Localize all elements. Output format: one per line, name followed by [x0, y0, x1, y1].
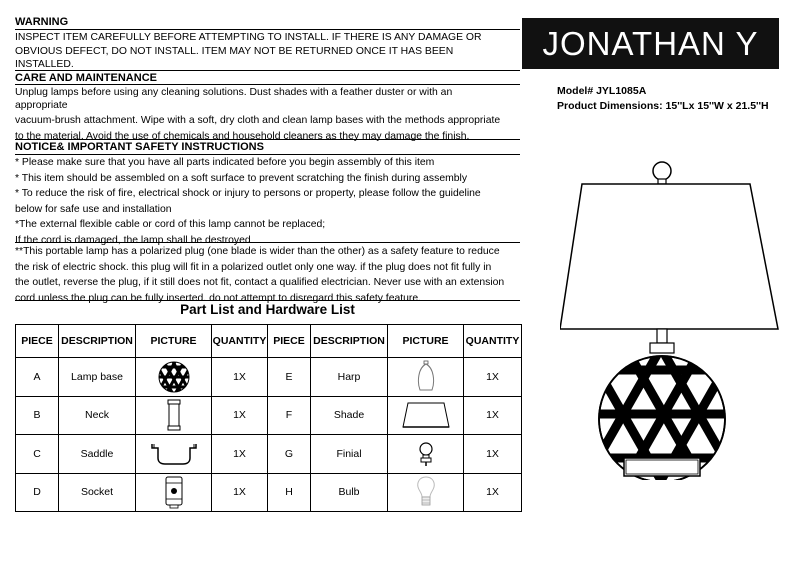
picture-cell	[136, 396, 212, 434]
text-line: OBVIOUS DEFECT, DO NOT INSTALL. ITEM MAY NOT BE RETURNED ONCE IT HAS BEEN	[15, 45, 454, 57]
text-line: **This portable lamp has a polarized plug (one blade is wider than the other) as a safety feature to reduce	[15, 246, 500, 257]
divider	[15, 70, 520, 71]
piece-cell: D	[16, 473, 59, 511]
text-line: INSTALLED.	[15, 59, 74, 70]
text-line: below for safe use and installation	[15, 203, 172, 215]
care-heading: CARE AND MAINTENANCE	[15, 72, 157, 84]
table-row	[16, 396, 522, 434]
shade-icon	[401, 400, 451, 430]
parts-title: Part List and Hardware List	[180, 302, 355, 317]
description-cell: Socket	[59, 473, 136, 511]
text-line: cord unless the plug can be fully inserted. do not attempt to disregard this safety feature.	[15, 292, 422, 304]
model-number: Model# JYL1085A	[557, 85, 647, 97]
picture-cell	[136, 358, 212, 396]
piece-cell: G	[268, 435, 311, 473]
neck-icon	[164, 399, 184, 431]
quantity-cell: 1X	[464, 396, 522, 434]
column-header: QUANTITY	[212, 325, 268, 358]
quantity-cell: 1X	[212, 473, 268, 511]
table-row	[16, 358, 522, 396]
picture-cell	[136, 435, 212, 473]
text-line: INSPECT ITEM CAREFULLY BEFORE ATTEMPTING TO INSTALL. IF THERE IS ANY DAMAGE OR	[15, 32, 482, 43]
warning-text	[15, 30, 520, 73]
picture-cell	[388, 358, 464, 396]
description-cell: Lamp base	[59, 358, 136, 396]
brand-logo: JONATHAN Y	[522, 18, 779, 69]
quantity-cell: 1X	[464, 435, 522, 473]
care-text	[15, 85, 520, 144]
piece-cell: F	[268, 396, 311, 434]
text-line: * This item should be assembled on a soft surface to prevent scratching the finish during assembly	[15, 172, 468, 184]
picture-cell	[388, 473, 464, 511]
description-cell: Harp	[311, 358, 388, 396]
divider	[15, 139, 520, 140]
text-line: the risk of electric shock. this plug will fit in a polarized outlet only one way. if the plug does not fit fully in	[15, 261, 492, 273]
piece-cell: C	[16, 435, 59, 473]
text-line: *The external flexible cable or cord of this lamp cannot be replaced;	[15, 219, 326, 230]
saddle-icon	[149, 440, 199, 468]
description-cell: Saddle	[59, 435, 136, 473]
column-header: PICTURE	[388, 325, 464, 358]
text-line: appropriate	[15, 99, 68, 111]
column-header: QUANTITY	[464, 325, 522, 358]
parts-table	[15, 324, 522, 512]
quantity-cell: 1X	[212, 435, 268, 473]
text-line: Unplug lamps before using any cleaning solutions. Dust shades with a feather duster or with an	[15, 87, 453, 98]
column-header: PIECE	[268, 325, 311, 358]
picture-cell	[388, 435, 464, 473]
text-line: vacuum-brush attachment. Wipe with a soft, dry cloth and clean lamp bases with the methods appropriate	[15, 115, 501, 126]
harp-icon	[414, 360, 438, 394]
text-line: * To reduce the risk of fire, electrical shock or injury to persons or property, please follow the guideline	[15, 188, 481, 199]
description-cell: Finial	[311, 435, 388, 473]
piece-cell: B	[16, 396, 59, 434]
quantity-cell: 1X	[464, 473, 522, 511]
notice-text	[15, 155, 520, 248]
text-line: If the cord is damaged, the lamp shall be destroyed	[15, 234, 251, 246]
plug-text	[15, 244, 520, 306]
description-cell: Bulb	[311, 473, 388, 511]
divider	[15, 300, 520, 301]
lamp-illustration	[560, 158, 800, 480]
quantity-cell: 1X	[212, 396, 268, 434]
picture-cell	[136, 473, 212, 511]
column-header: PIECE	[16, 325, 59, 358]
column-header: DESCRIPTION	[311, 325, 388, 358]
table-row	[16, 473, 522, 511]
socket-icon	[162, 475, 186, 509]
notice-heading: NOTICE& IMPORTANT SAFETY INSTRUCTIONS	[15, 141, 264, 153]
piece-cell: H	[268, 473, 311, 511]
text-line: * Please make sure that you have all parts indicated before you begin assembly of this item	[15, 157, 435, 168]
finial-icon	[416, 440, 436, 468]
lamp-base-icon	[157, 360, 191, 394]
picture-cell	[388, 396, 464, 434]
piece-cell: A	[16, 358, 59, 396]
column-header: PICTURE	[136, 325, 212, 358]
warning-heading: WARNING	[15, 16, 69, 28]
text-line: to the material. Avoid the use of chemicals and household cleaners as they may damage the finish.	[15, 130, 470, 142]
description-cell: Neck	[59, 396, 136, 434]
column-header: DESCRIPTION	[59, 325, 136, 358]
description-cell: Shade	[311, 396, 388, 434]
quantity-cell: 1X	[464, 358, 522, 396]
table-row	[16, 435, 522, 473]
product-dimensions: Product Dimensions: 15''Lx 15''W x 21.5''H	[557, 100, 769, 112]
piece-cell: E	[268, 358, 311, 396]
table-header-row	[16, 325, 522, 358]
bulb-icon	[415, 475, 437, 509]
divider	[15, 242, 520, 243]
text-line: the outlet, reverse the plug, if it still does not fit, contact a qualified electrician. Never use with an extension	[15, 277, 505, 288]
quantity-cell: 1X	[212, 358, 268, 396]
